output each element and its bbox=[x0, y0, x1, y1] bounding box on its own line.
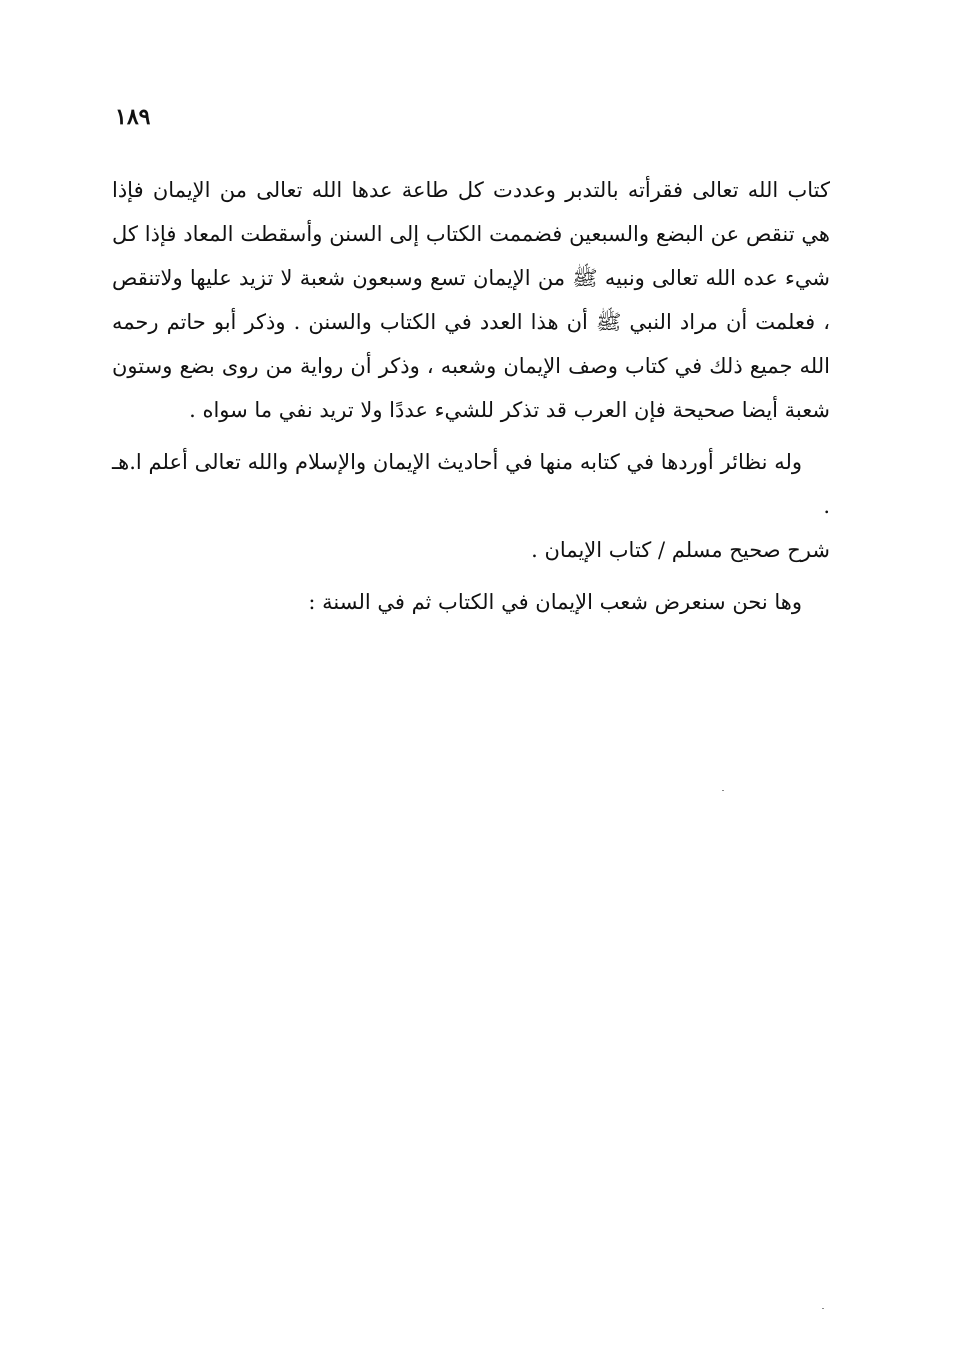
paragraph-section-intro: وها نحن سنعرض شعب الإيمان في الكتاب ثم في السنة : bbox=[308, 590, 802, 614]
scan-speck bbox=[822, 1308, 824, 1309]
page-body bbox=[112, 168, 830, 624]
paragraph-source-reference: شرح صحيح مسلم / كتاب الإيمان . bbox=[531, 538, 830, 562]
paragraph-continuation: كتاب الله تعالى فقرأته بالتدبر وعددت كل طاعة عدها الله تعالى من الإيمان فإذا هي تنقص عن البضع والسبعين فضممت الكتاب إلى السنن وأسقطت المعاد فإذا كل شيء عده الله تعالى ونبيه ﷺ من الإيمان تسع وسبعون شعبة لا تزيد عليها ولاتنقص ، فعلمت أن مراد النبي ﷺ أن هذا العدد في الكتاب والسنن . وذكر أبو حاتم رحمه الله جميع ذلك في كتاب وصف الإيمان وشعبه ، وذكر أن رواية من روى بضع وستون شعبة أيضا صحيحة فإن العرب قد تذكر للشيء عددًا ولا تريد نفي ما سواه . bbox=[112, 178, 830, 422]
page-number: ١٨٩ bbox=[115, 104, 151, 130]
scan-speck bbox=[722, 790, 724, 791]
paragraph-closing-remark: وله نظائر أوردها في كتابه منها في أحاديث الإيمان والإسلام والله تعالى أعلم ا.هـ . bbox=[112, 450, 830, 518]
